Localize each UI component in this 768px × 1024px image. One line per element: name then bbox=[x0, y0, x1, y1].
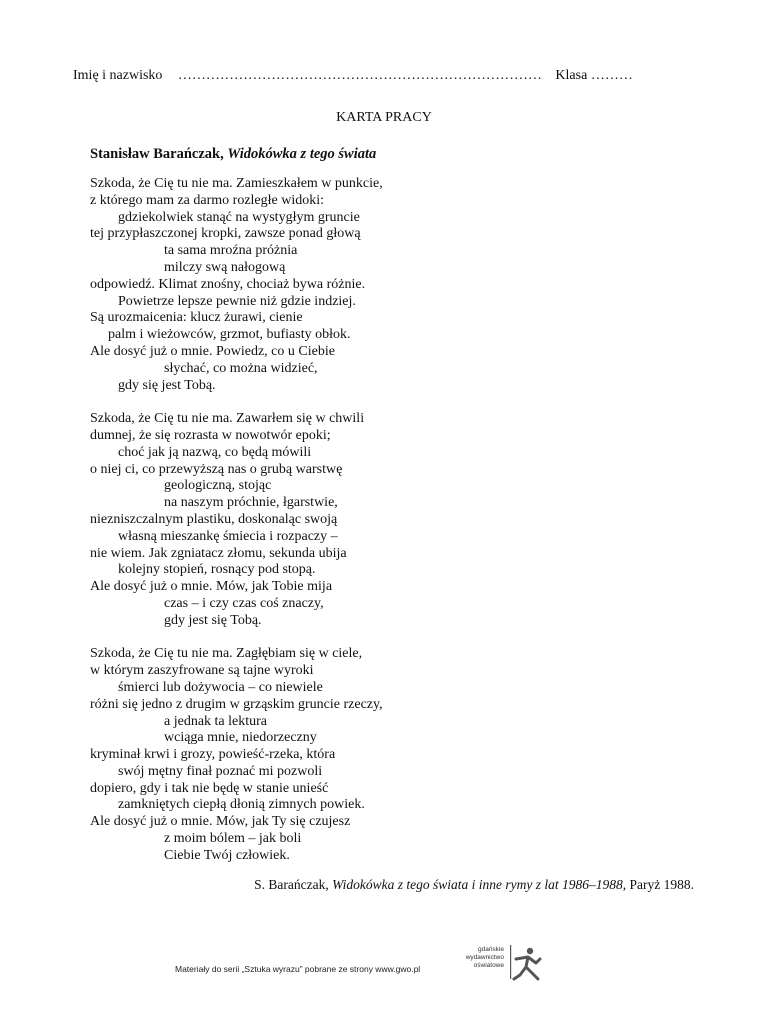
publisher-line: gdańskie bbox=[477, 946, 504, 953]
poem-line: na naszym próchnie, łgarstwie, bbox=[164, 495, 338, 511]
poem-line: o niej ci, co przewyższą nas o grubą warstwę bbox=[90, 461, 343, 477]
source-citation bbox=[254, 877, 694, 893]
footer-note: Materiały do serii „Sztuka wyrazu” pobrane ze strony www.gwo.pl bbox=[175, 964, 421, 974]
poem bbox=[90, 176, 710, 865]
stanza-1 bbox=[90, 176, 710, 394]
poem-line: milczy swą nałogową bbox=[164, 259, 286, 275]
poem-line: Szkoda, że Cię tu nie ma. Zamieszkałem w punkcie, bbox=[90, 176, 383, 191]
stanza-2 bbox=[90, 411, 710, 629]
poem-line: własną mieszankę śmiecia i rozpaczy – bbox=[118, 528, 338, 544]
poem-line: Ciebie Twój człowiek. bbox=[164, 847, 290, 863]
poem-line: śmierci lub dożywocia – co niewiele bbox=[118, 679, 323, 695]
poem-line: w którym zaszyfrowane są tajne wyroki bbox=[90, 663, 314, 679]
poem-line: gdy jest się Tobą. bbox=[164, 612, 262, 628]
poem-line: nie wiem. Jak zgniatacz złomu, sekunda ubija bbox=[90, 545, 347, 561]
poem-line: zamkniętych ciepłą dłonią zimnych powiek. bbox=[118, 797, 365, 813]
work-author: Stanisław Barańczak, bbox=[90, 146, 224, 162]
work-title: Widokówka z tego świata bbox=[227, 146, 377, 162]
poem-line: gdy się jest Tobą. bbox=[118, 377, 216, 393]
citation-author: S. Barańczak, bbox=[254, 877, 329, 892]
poem-line: z którego mam za darmo rozległe widoki: bbox=[90, 192, 325, 208]
class-field-dots: ……… bbox=[590, 68, 633, 83]
poem-line: swój mętny finał poznać mi pozwoli bbox=[118, 763, 323, 779]
poem-line: tej przypłaszczonej kropki, zawsze ponad głową bbox=[90, 226, 361, 242]
poem-line: gdziekolwiek stanąć na wystygłym gruncie bbox=[118, 209, 360, 225]
poem-line: Szkoda, że Cię tu nie ma. Zagłębiam się w ciele, bbox=[90, 646, 363, 662]
poem-line: z moim bólem – jak boli bbox=[164, 831, 302, 847]
name-field-dots: …………………………………………………………………… bbox=[177, 68, 542, 83]
publisher-line: wydawnictwo bbox=[465, 954, 504, 961]
poem-line: czas – i czy czas coś znaczy, bbox=[164, 595, 324, 611]
poem-line: dumnej, że się rozrasta w nowotwór epoki; bbox=[90, 427, 331, 443]
poem-line: kolejny stopień, rosnący pod stopą. bbox=[118, 562, 316, 578]
poem-line: wciąga mnie, niedorzeczny bbox=[164, 730, 317, 746]
name-label: Imię i nazwisko bbox=[73, 68, 163, 83]
poem-line: Ale dosyć już o mnie. Mów, jak Tobie mija bbox=[90, 579, 333, 595]
name-class-line bbox=[73, 68, 703, 84]
poem-line: Szkoda, że Cię tu nie ma. Zawarłem się w chwili bbox=[90, 411, 365, 427]
poem-line: kryminał krwi i grozy, powieść-rzeka, która bbox=[90, 747, 336, 763]
poem-line: Powietrze lepsze pewnie niż gdzie indziej. bbox=[118, 293, 356, 309]
stanza-3 bbox=[90, 646, 710, 864]
poem-line: różni się jedno z drugim w grząskim gruncie rzeczy, bbox=[90, 696, 383, 712]
poem-line: dopiero, gdy i tak nie będę w stanie unieść bbox=[90, 780, 329, 796]
poem-line: choć jak ją nazwą, co będą mówili bbox=[118, 444, 312, 460]
work-heading bbox=[90, 146, 376, 163]
publisher-logo-icon bbox=[500, 945, 542, 981]
poem-line: geologiczną, stojąc bbox=[164, 478, 272, 494]
citation-book: Widokówka z tego świata i inne rymy z lat 1986–1988 bbox=[332, 877, 623, 892]
poem-line: słychać, co można widzieć, bbox=[164, 360, 318, 376]
poem-line: Są urozmaicenia: klucz żurawi, cienie bbox=[90, 310, 303, 326]
poem-line: palm i wieżowców, grzmot, bufiasty obłok. bbox=[108, 327, 351, 343]
publisher-line: oświatowe bbox=[473, 962, 504, 969]
poem-line: ta sama mroźna próżnia bbox=[164, 243, 298, 259]
poem-line: a jednak ta lektura bbox=[164, 713, 268, 729]
poem-line: Ale dosyć już o mnie. Powiedz, co u Ciebie bbox=[90, 343, 335, 359]
publisher-name bbox=[452, 946, 504, 970]
poem-line: niezniszczalnym plastiku, doskonaląc swoją bbox=[90, 511, 338, 527]
poem-line: Ale dosyć już o mnie. Mów, jak Ty się czujesz bbox=[90, 814, 351, 830]
poem-line: odpowiedź. Klimat znośny, chociaż bywa różnie. bbox=[90, 276, 366, 292]
page-title: KARTA PRACY bbox=[336, 110, 432, 125]
class-label: Klasa bbox=[555, 68, 588, 83]
citation-place-year: , Paryż 1988. bbox=[622, 877, 694, 892]
